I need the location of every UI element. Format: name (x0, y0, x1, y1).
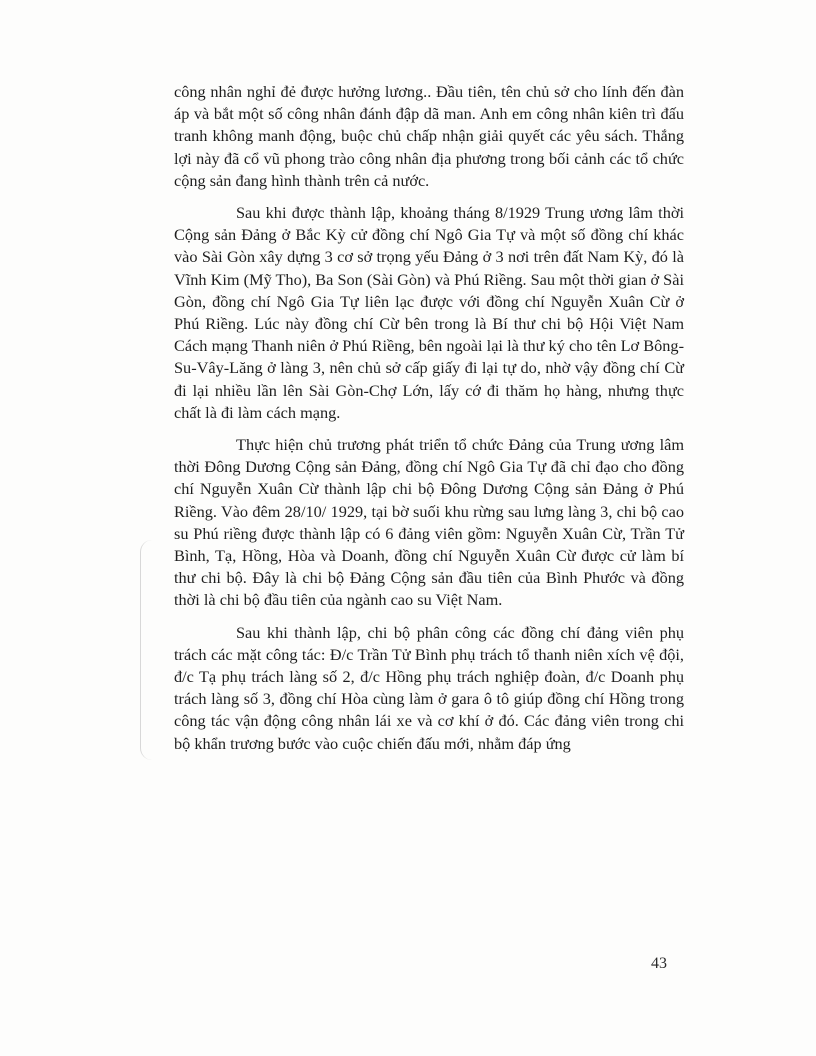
paragraph-1: công nhân nghỉ đẻ được hưởng lương.. Đầu tiên, tên chủ sở cho lính đến đàn áp và bắt một số công nhân đánh đập dã man. Anh em công nhân kiên trì đấu tranh không manh động, buộc chủ chấp nhận giải quyết các yêu sách. Thắng lợi này đã cổ vũ phong trào công nhân địa phương trong bối cảnh các tổ chức cộng sản đang hình thành trên cả nước. (174, 82, 684, 190)
body-text (174, 81, 684, 765)
paragraph-2: Sau khi được thành lập, khoảng tháng 8/1929 Trung ương lâm thời Cộng sản Đảng ở Bắc Kỳ cử đồng chí Ngô Gia Tự và một số đồng chí khác vào Sài Gòn xây dựng 3 cơ sở trọng yếu Đảng ở 3 nơi trên đất Nam Kỳ, đó là Vĩnh Kim (Mỹ Tho), Ba Son (Sài Gòn) và Phú Riềng. Sau một thời gian ở Sài Gòn, đồng chí Ngô Gia Tự liên lạc được với đồng chí Nguyễn Xuân Cừ ở Phú Riềng. Lúc này đồng chí Cừ bên trong là Bí thư chi bộ Hội Việt Nam Cách mạng Thanh niên ở Phú Riềng, bên ngoài lại là thư ký cho tên Lơ Bông-Su-Vây-Lăng ở làng 3, nên chủ sở cấp giấy đi lại tự do, nhờ vậy đồng chí Cừ đi lại nhiều lần lên Sài Gòn-Chợ Lớn, lấy cớ đi thăm họ hàng, nhưng thực chất là đi làm cách mạng. (174, 203, 684, 422)
page-number: 43 (651, 955, 667, 972)
paragraph-3: Thực hiện chủ trương phát triển tổ chức Đảng của Trung ương lâm thời Đông Dương Cộng sản Đảng, đồng chí Ngô Gia Tự đã chỉ đạo cho đồng chí Nguyễn Xuân Cừ thành lập chi bộ Đông Dương Cộng sản Đảng ở Phú Riềng. Vào đêm 28/10/ 1929, tại bờ suối khu rừng sau lưng làng 3, chi bộ cao su Phú riềng được thành lập có 6 đảng viên gồm: Nguyễn Xuân Cừ, Trần Tử Bình, Tạ, Hồng, Hòa và Doanh, đồng chí Nguyễn Xuân Cừ được cử làm bí thư chi bộ. Đây là chi bộ Đảng Cộng sản đầu tiên của Bình Phước và đồng thời là chi bộ đầu tiên của ngành cao su Việt Nam. (174, 435, 684, 610)
margin-pencil-mark (140, 540, 153, 760)
paragraph-4: Sau khi thành lập, chi bộ phân công các đồng chí đảng viên phụ trách các mặt công tác: Đ/c Trần Tử Bình phụ trách tổ thanh niên xích vệ đội, đ/c Tạ phụ trách làng số 2, đ/c Hồng phụ trách nghiệp đoàn, đ/c Doanh phụ trách làng số 3, đồng chí Hòa cùng làm ở gara ô tô giúp đồng chí Hồng trong công tác vận động công nhân lái xe và cơ khí ở đó. Các đảng viên trong chi bộ khẩn trương bước vào cuộc chiến đấu mới, nhằm đáp ứng (174, 622, 684, 753)
